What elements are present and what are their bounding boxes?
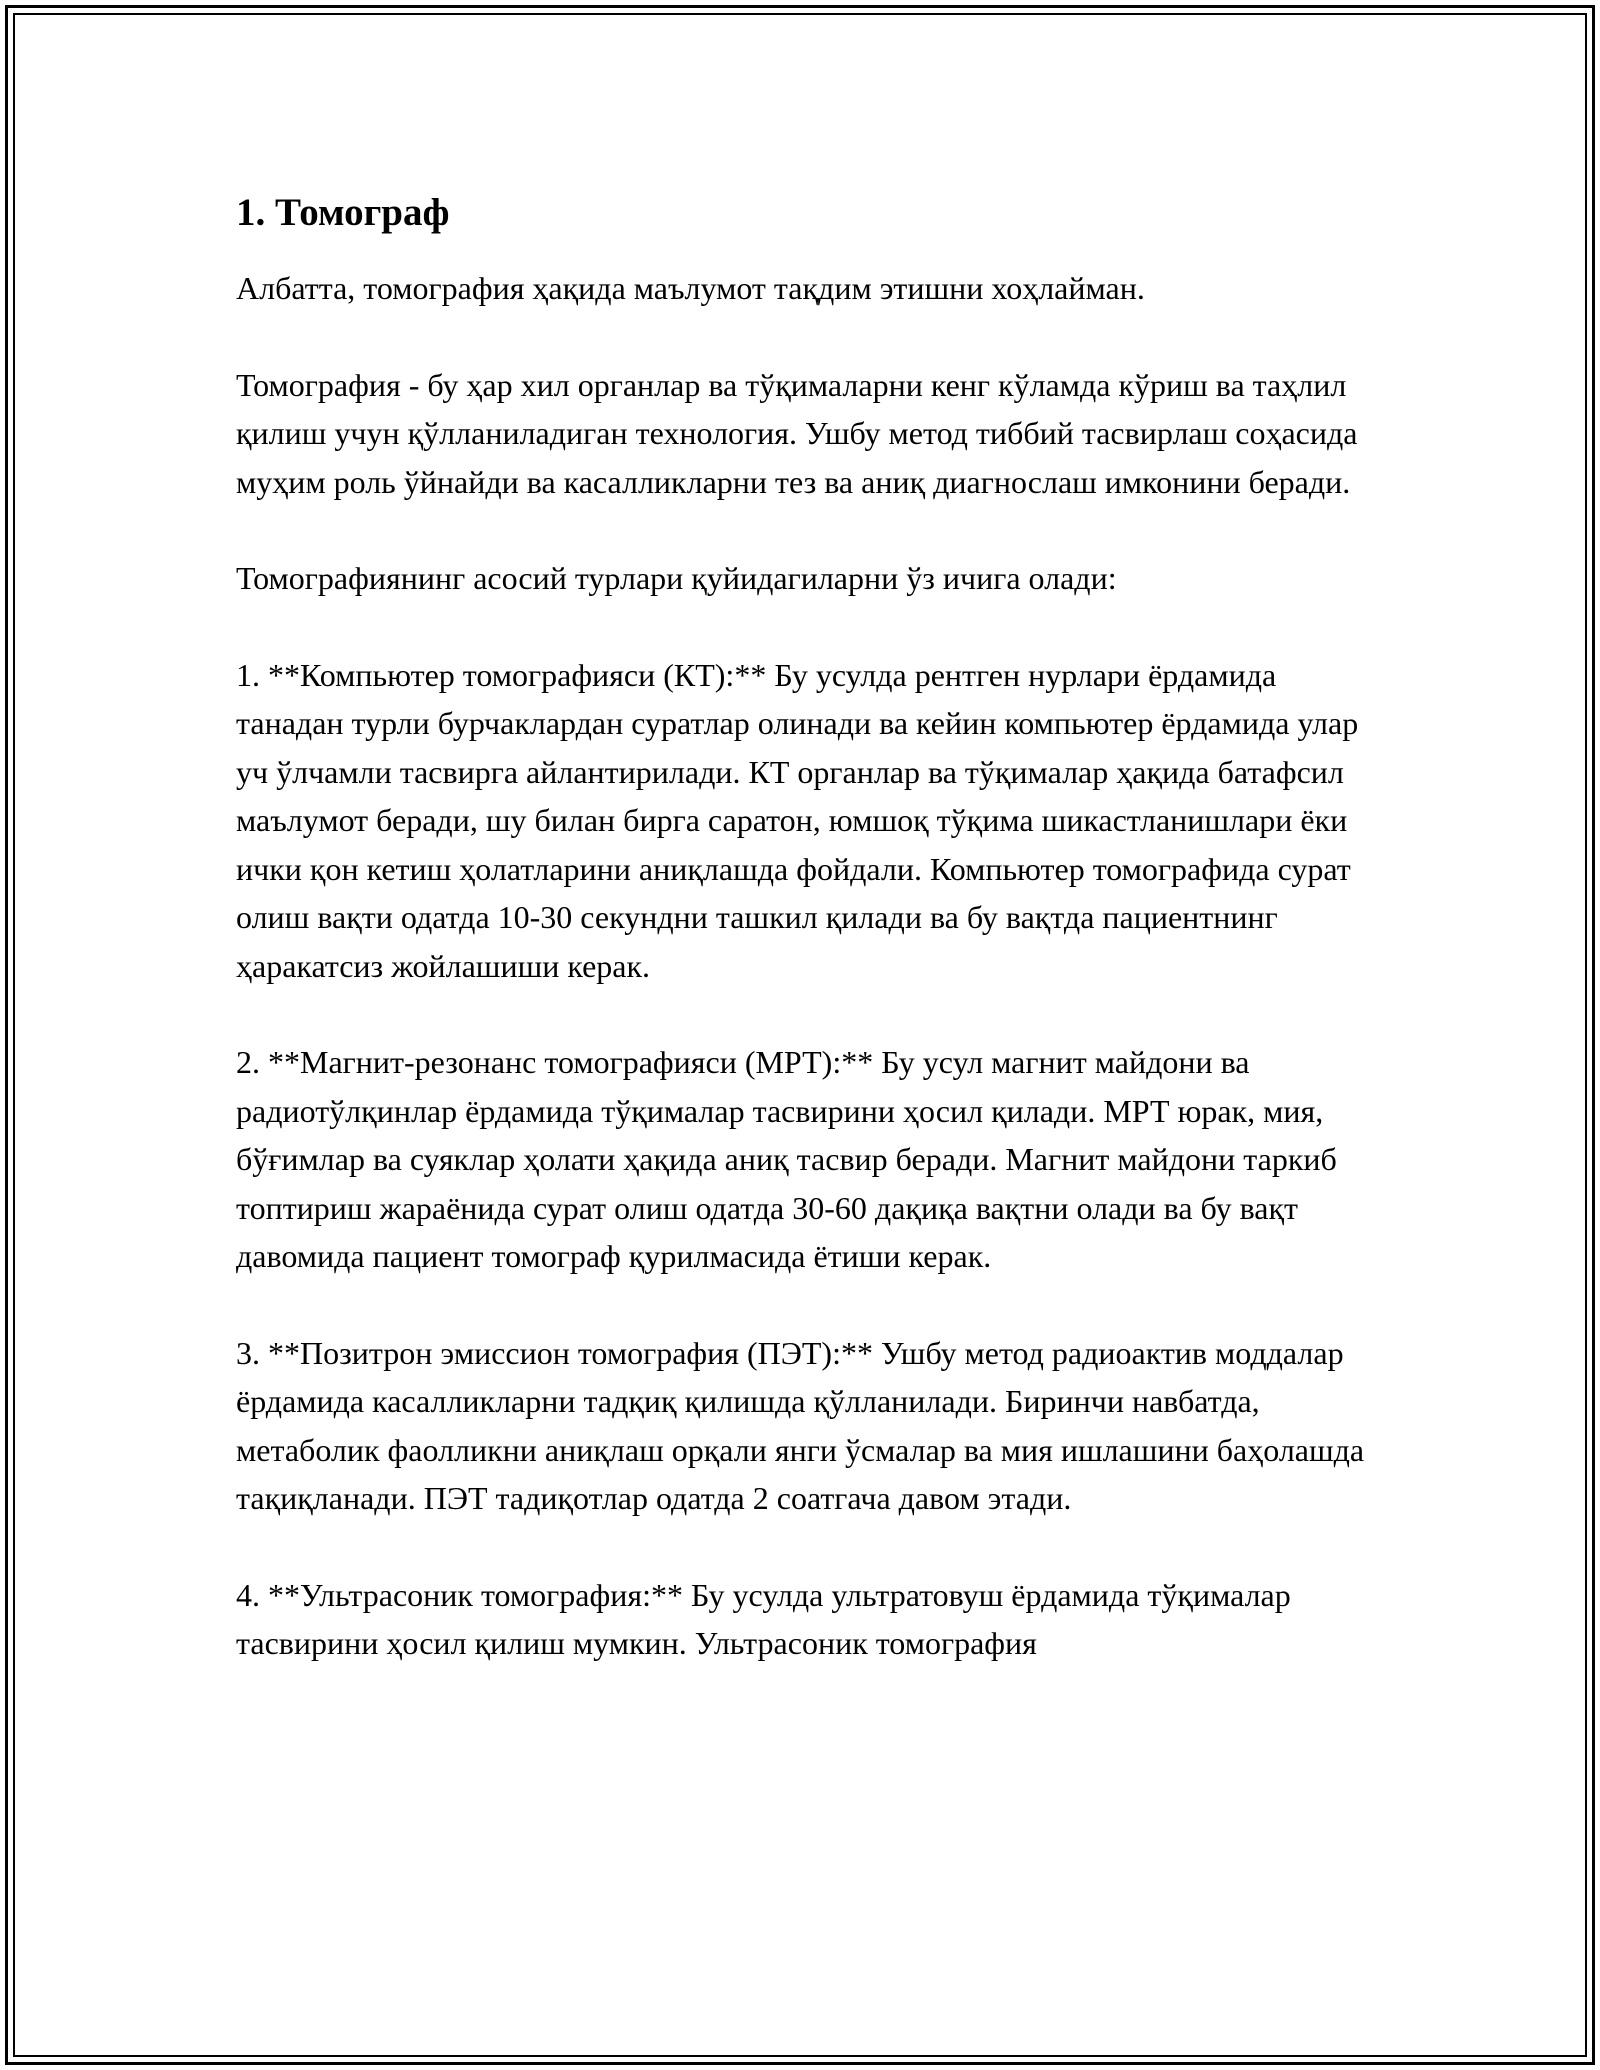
paragraph-mri: 2. **Магнит-резонанс томографияси (МРТ):** Бу усул магнит майдони ва радиотўлқинлар ёрдамида тўқималар тасвирини ҳосил қилади. МРТ юрак, мия, бўғимлар ва суяклар ҳолати ҳақида аниқ тасвир беради. Магнит майдони таркиб топтириш жараёнида сурат олиш одатда 30-60 дақиқа вақтни олади ва бу вақт давомида пациент томограф қурилмасида ётиши керак.: [236, 1044, 1337, 1274]
paragraph-definition: Томография - бу ҳар хил органлар ва тўқималарни кенг кўламда кўриш ва таҳлил қилиш учун қўлланиладиган технология. Ушбу метод тиббий тасвирлаш соҳасида муҳим роль ўйнайди ва касалликларни тез ва аниқ диагнослаш имконини беради.: [236, 366, 1358, 500]
paragraph-pet: 3. **Позитрон эмиссион томография (ПЭТ):** Ушбу метод радиоактив моддалар ёрдамида касалликларни тадқиқ қилишда қўлланилади. Биринчи навбатда, метаболик фаолликни аниқлаш орқали янги ўсмалар ва мия ишлашини баҳолашда тақиқланади. ПЭТ тадиқотлар одатда 2 соатгача давом этади.: [236, 1334, 1365, 1516]
document-body: [236, 184, 1386, 1668]
paragraph-ct: 1. **Компьютер томографияси (КТ):** Бу усулда рентген нурлари ёрдамида танадан турли бурчаклардан суратлар олинади ва кейин компьютер ёрдамида улар уч ўлчамли тасвирга айлантирилади. КТ органлар ва тўқималар ҳақида батафсил маълумот беради, шу билан бирга саратон, юмшоқ тўқима шикастланишлари ёки ички қон кетиш ҳолатларини аниқлашда фойдали. Компьютер томографида сурат олиш вақти одатда 10-30 секундни ташкил қилади ва бу вақтда пациентнинг ҳаракатсиз жойлашиши керак.: [236, 656, 1359, 984]
paragraph-ultrasonic: 4. **Ультрасоник томография:** Бу усулда ультратовуш ёрдамида тўқималар тасвирини ҳосил қилиш мумкин. Ультрасоник томография: [236, 1576, 1291, 1661]
paragraph-intro: Албатта, томография ҳақида маълумот тақдим этишни хоҳлайман.: [236, 270, 1145, 306]
paragraph-types-intro: Томографиянинг асосий турлари қуйидагиларни ўз ичига олади:: [236, 560, 1117, 596]
document-heading: 1. Томограф: [236, 191, 450, 234]
